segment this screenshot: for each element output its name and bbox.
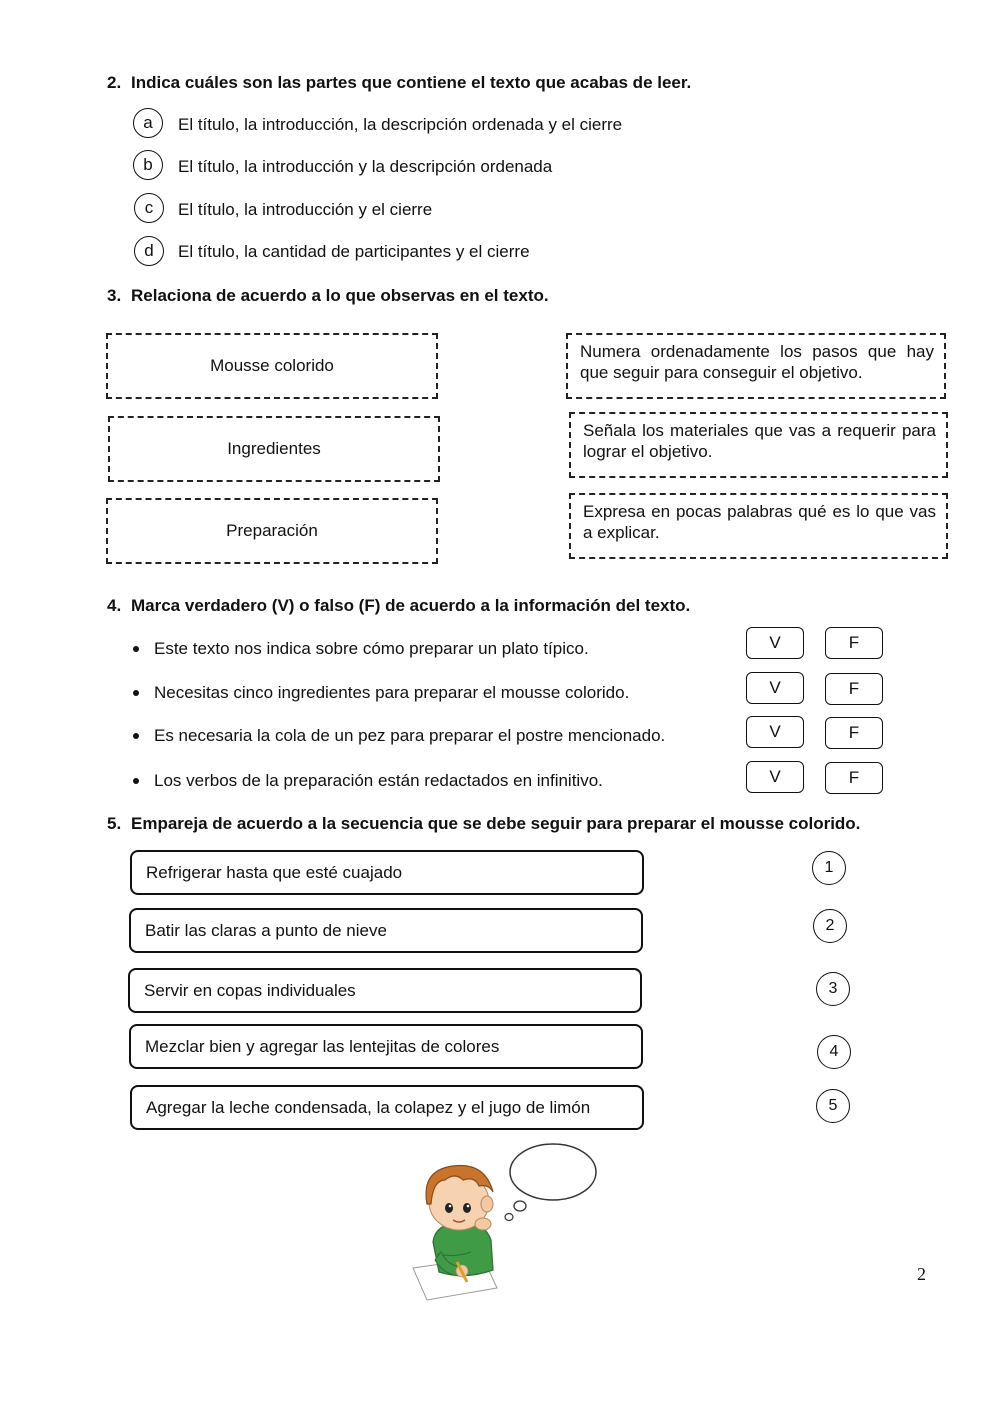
q2-option-a-text: El título, la introducción, la descripción ordenada y el cierre — [178, 115, 623, 134]
option-letter: a — [143, 113, 153, 132]
q5-step-box-1[interactable] — [130, 850, 644, 895]
q4-false-box-2[interactable] — [825, 673, 883, 705]
q2-option-b-text: El título, la introducción y la descripción ordenada — [178, 157, 553, 176]
q4-title-text: Marca verdadero (V) o falso (F) de acuerdo a la información del texto. — [131, 596, 691, 615]
sequence-number: 5 — [828, 1097, 838, 1114]
true-label: V — [769, 767, 781, 786]
true-label: V — [769, 633, 781, 652]
q4-title — [107, 596, 690, 616]
q3-right-box-1[interactable] — [566, 333, 946, 399]
q5-number-circle-2[interactable] — [813, 909, 847, 943]
thought-bubble-icon — [510, 1144, 596, 1200]
q2-option-a-circle[interactable] — [133, 108, 163, 138]
true-label: V — [769, 722, 781, 741]
q4-statement-2: Necesitas cinco ingredientes para preparar el mousse colorido. — [154, 683, 630, 702]
q5-number-circle-5[interactable] — [816, 1089, 850, 1123]
q2-option-c-circle[interactable] — [134, 193, 164, 223]
false-label: F — [848, 768, 860, 787]
q2-option-b-circle[interactable] — [133, 150, 163, 180]
sequence-number: 3 — [828, 980, 838, 997]
q4-false-box-3[interactable] — [825, 717, 883, 749]
q3-number: 3. — [107, 286, 122, 305]
q3-right-box-2[interactable] — [569, 412, 948, 478]
option-letter: c — [144, 198, 154, 217]
q3-title — [107, 286, 549, 306]
q5-step-text: Mezclar bien y agregar las lentejitas de colores — [145, 1036, 500, 1056]
q5-number-circle-1[interactable] — [812, 851, 846, 885]
q5-step-box-3[interactable] — [128, 968, 642, 1013]
q3-left-label: Preparación — [226, 521, 318, 540]
q2-option-d-circle[interactable] — [134, 236, 164, 266]
q3-right-box-3[interactable] — [569, 493, 948, 559]
q2-number: 2. — [107, 73, 122, 92]
true-label: V — [769, 678, 781, 697]
sequence-number: 4 — [829, 1043, 839, 1060]
q3-title-text: Relaciona de acuerdo a lo que observas en el texto. — [131, 286, 549, 305]
q3-right-text: Expresa en pocas palabras qué es lo que vas a explicar. — [583, 502, 936, 542]
q5-number-circle-4[interactable] — [817, 1035, 851, 1069]
false-label: F — [848, 723, 860, 742]
bullet-icon — [133, 646, 139, 652]
q4-true-box-4[interactable] — [746, 761, 804, 793]
q4-statement-1: Este texto nos indica sobre cómo preparar un plato típico. — [154, 639, 589, 658]
q4-true-box-1[interactable] — [746, 627, 804, 659]
q5-step-box-5[interactable] — [130, 1085, 644, 1130]
q4-false-box-1[interactable] — [825, 627, 883, 659]
q4-true-box-2[interactable] — [746, 672, 804, 704]
bullet-icon — [133, 778, 139, 784]
q2-option-c-text: El título, la introducción y el cierre — [178, 200, 433, 219]
q3-left-label: Mousse colorido — [210, 356, 334, 375]
q5-number-circle-3[interactable] — [816, 972, 850, 1006]
boy-writing-illustration — [405, 1140, 605, 1305]
q4-true-box-3[interactable] — [746, 716, 804, 748]
sequence-number: 2 — [825, 917, 835, 934]
q3-right-text: Señala los materiales que vas a requerir para lograr el objetivo. — [583, 421, 936, 461]
q2-title-text: Indica cuáles son las partes que contiene el texto que acabas de leer. — [131, 73, 692, 92]
q2-title — [107, 73, 691, 93]
bullet-icon — [133, 733, 139, 739]
option-letter: d — [144, 241, 154, 260]
q4-statement-3: Es necesaria la cola de un pez para preparar el postre mencionado. — [154, 726, 666, 745]
q4-statement-4: Los verbos de la preparación están redactados en infinitivo. — [154, 771, 603, 790]
q2-option-d-text: El título, la cantidad de participantes y el cierre — [178, 242, 530, 261]
q5-title — [107, 814, 860, 834]
q3-left-label: Ingredientes — [227, 439, 321, 458]
page-number: 2 — [917, 1264, 926, 1284]
q5-number: 5. — [107, 814, 122, 833]
q3-left-box-1[interactable] — [106, 333, 438, 399]
false-label: F — [848, 679, 860, 698]
q4-false-box-4[interactable] — [825, 762, 883, 794]
q3-right-text: Numera ordenadamente los pasos que hay que seguir para conseguir el objetivo. — [580, 342, 934, 382]
q5-step-text: Batir las claras a punto de nieve — [145, 920, 387, 940]
sequence-number: 1 — [824, 859, 834, 876]
q4-number: 4. — [107, 596, 122, 615]
option-letter: b — [143, 155, 153, 174]
q5-step-text: Servir en copas individuales — [144, 980, 356, 1000]
q5-step-text: Refrigerar hasta que esté cuajado — [146, 862, 403, 882]
q5-step-text: Agregar la leche condensada, la colapez y el jugo de limón — [146, 1097, 591, 1117]
q3-left-box-2[interactable] — [108, 416, 440, 482]
false-label: F — [848, 633, 860, 652]
q5-title-text: Empareja de acuerdo a la secuencia que se debe seguir para preparar el mousse colorido. — [131, 814, 861, 833]
q5-step-box-2[interactable] — [129, 908, 643, 953]
bullet-icon — [133, 690, 139, 696]
q5-step-box-4[interactable] — [129, 1024, 643, 1069]
q3-left-box-3[interactable] — [106, 498, 438, 564]
